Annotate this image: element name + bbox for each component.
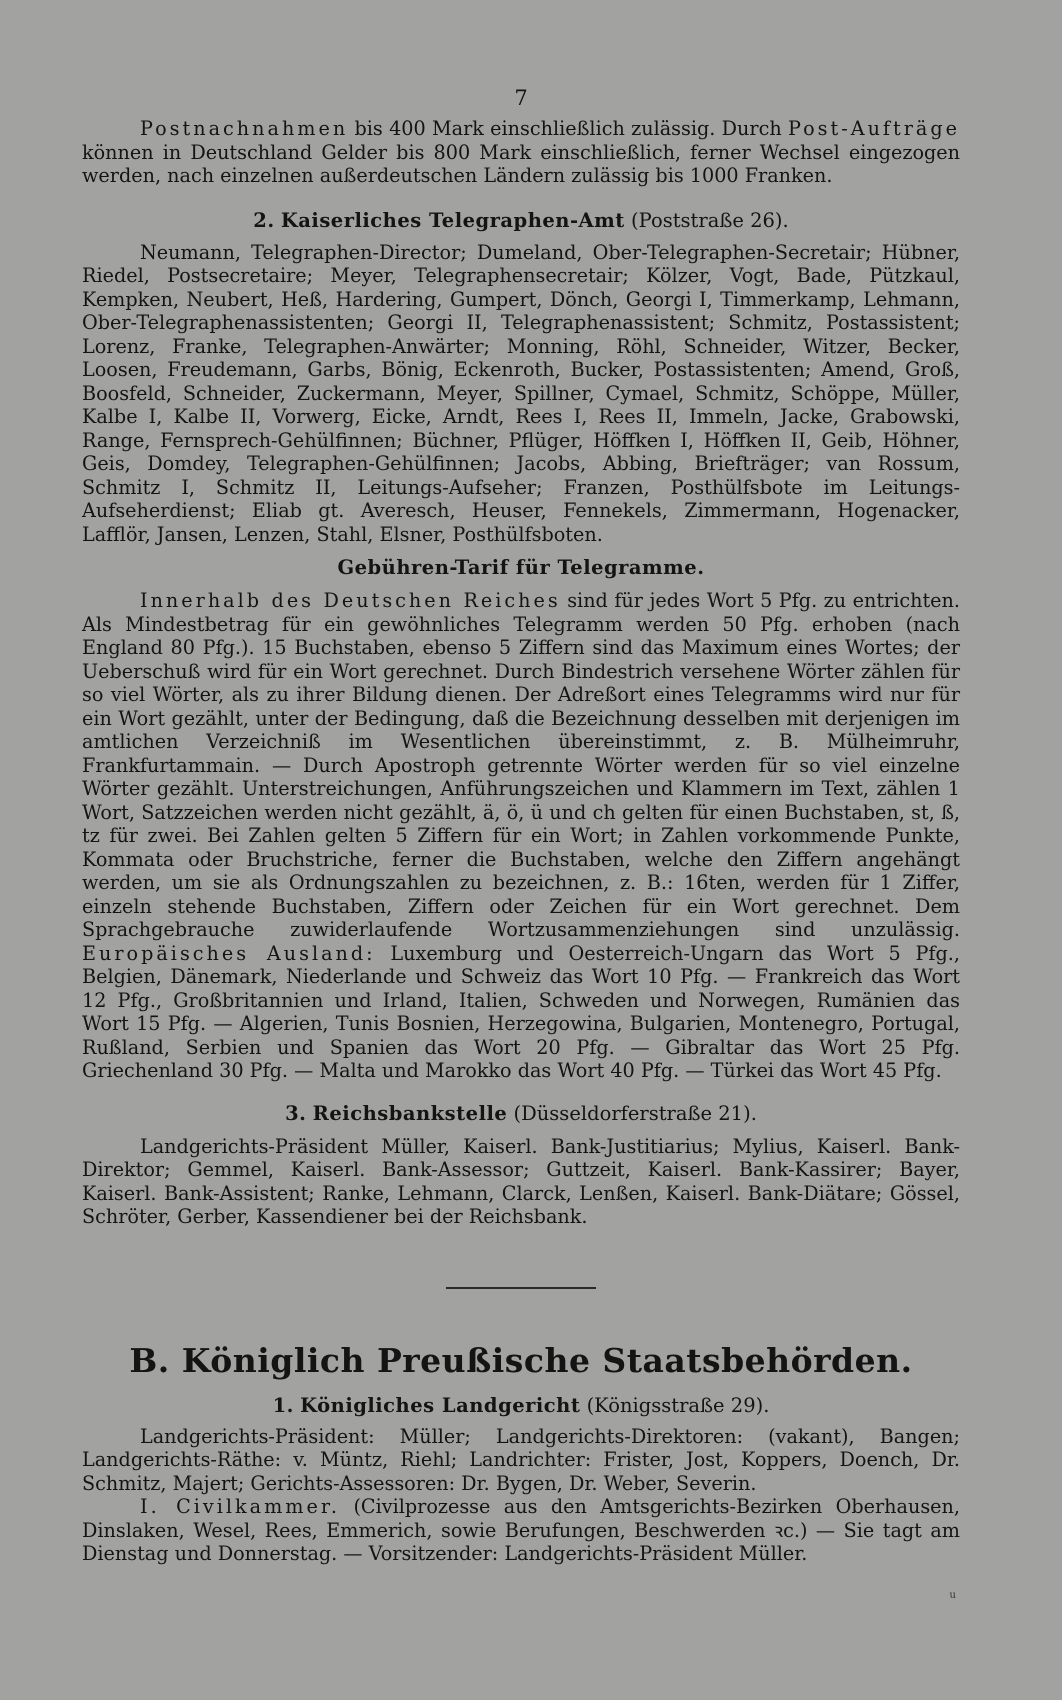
section-number: 3. (285, 1101, 307, 1125)
part-b-title: B. Königlich Preußische Staatsbehörden. (129, 1340, 913, 1380)
intro-text-1: bis 400 Mark einschließlich zulässig. Durch (348, 117, 788, 140)
corner-mark: u (949, 1590, 956, 1601)
section-title: Königliches Landgericht (300, 1393, 581, 1417)
civilkammer-paragraph (82, 1495, 960, 1566)
section-title: Kaiserliches Telegraphen-Amt (280, 208, 625, 232)
civilkammer-text: (Civilprozesse aus den Amtsgerichts-Bezirken Oberhausen, Dinslaken, Wesel, Rees, Emmerich, sowie Berufungen, Beschwerden ꝛc.) — Sie tagt am Dienstag und Donnerstag. — Vorsitzender: Landgerichts-Präsident Müller. (82, 1495, 960, 1565)
section-heading-landgericht (82, 1393, 960, 1419)
intro-text-2: können in Deutschland Gelder bis 800 Mark einschließlich, ferner Wechsel eingezogen werden, nach einzelnen außerdeutschen Ländern zulässig bis 1000 Franken. (82, 140, 960, 187)
section-title: Reichsbankstelle (312, 1101, 508, 1125)
tariff-title: Gebühren-Tarif für Telegramme. (337, 556, 705, 579)
page-body (82, 117, 960, 1566)
landgericht-staff: Landgerichts-Präsident: Müller; Landgerichts-Direktoren: (vakant), Bangen; Landgerichts-Räthe: v. Müntz, Riehl; Landrichter: Frister, Jost, Koppers, Doench, Dr. Schmitz, Majert; Gerichts-Assessoren: Dr. Bygen, Dr. Weber, Severin. (82, 1424, 960, 1495)
reichsbank-staff: Landgerichts-Präsident Müller, Kaiserl. Bank-Justitiarius; Mylius, Kaiserl. Bank-Direktor; Gemmel, Kaiserl. Bank-Assessor; Guttzeit, Kaiserl. Bank-Kassirer; Bayer, Kaiserl. Bank-Assistent; Ranke, Lehmann, Clarck, Lenßen, Kaiserl. Bank-Diätare; Gössel, Schröter, Gerber, Kassendiener bei der Reichsbank. (82, 1134, 960, 1228)
term-post-auftraege: Post-Aufträge (787, 117, 960, 140)
tariff-text-2: Luxemburg und Oesterreich-Ungarn das Wort 5 Pfg., Belgien, Dänemark, Niederlande und Schweiz das Wort 10 Pfg. — Frankreich das Wort 12 Pfg., Großbritannien und Irland, Italien, Schweden und Norwegen, Rumänien das Wort 15 Pfg. — Algerien, Tunis Bosnien, Herzegowina, Bulgarien, Montenegro, Portugal, Rußland, Serbien und Spanien das Wort 20 Pfg. — Gibraltar das Wort 25 Pfg. Griechenland 30 Pfg. — Malta und Marokko das Wort 40 Pfg. — Türkei das Wort 45 Pfg. (82, 941, 960, 1082)
civilkammer-label: I. Civilkammer. (140, 1495, 341, 1518)
term-postnachnahmen: Postnachnahmen (140, 117, 349, 140)
tariff-lead-2: Europäisches Ausland: (82, 941, 376, 965)
section-number: 2. (253, 208, 275, 232)
section-address: (Düsseldorferstraße 21). (513, 1101, 757, 1125)
tariff-lead: Innerhalb des Deutschen Reiches (140, 589, 561, 612)
telegraphen-amt-staff: Neumann, Telegraphen-Director; Dumeland, Ober-Telegraphen-Secretair; Hübner, Riedel, Postsecretaire; Meyer, Telegraphensecretair; Kölzer, Vogt, Bade, Pützkaul, Kempken, Neubert, Heß, Hardering, Gumpert, Dönch, Georgi I, Timmerkamp, Lehmann, Ober-Telegraphenassistenten; Georgi II, Telegraphenassistent; Schmitz, Postassistent; Lorenz, Franke, Telegraphen-Anwärter; Monning, Röhl, Schneider, Witzer, Becker, Loosen, Freudemann, Garbs, Bönig, Eckenroth, Bucker, Postassistenten; Amend, Groß, Boosfeld, Schneider, Zuckermann, Meyer, Spillner, Cymael, Schmitz, Schöppe, Müller, Kalbe I, Kalbe II, Vorwerg, Eicke, Arndt, Rees I, Rees II, Immeln, Jacke, Grabowski, Range, Fernsprech-Gehülfinnen; Büchner, Pflüger, Höffken I, Höffken II, Geib, Höhner, Geis, Domdey, Telegraphen-Gehülfinnen; Jacobs, Abbing, Briefträger; van Rossum, Schmitz I, Schmitz II, Leitungs-Aufseher; Franzen, Posthülfsbote im Leitungs-Aufseherdienst; Eliab gt. Averesch, Heuser, Fennekels, Zimmermann, Hogenacker, Lafflör, Jansen, Lenzen, Stahl, Elsner, Posthülfsboten. (82, 240, 960, 546)
tariff-paragraph (82, 589, 960, 1083)
section-address: (Königsstraße 29). (586, 1393, 770, 1417)
intro-paragraph (82, 117, 960, 188)
tariff-text-1: sind für jedes Wort 5 Pfg. zu entrichten. Als Mindestbetrag für ein gewöhnliches Telegramm werden 50 Pfg. erhoben (nach England 80 Pfg.). 15 Buchstaben, ebenso 5 Ziffern sind das Maximum eines Wortes; der Ueberschuß wird für ein Wort gerechnet. Durch Bindestrich versehene Wörter zählen für so viel Wörter, als zu ihrer Bildung dienen. Der Adreßort eines Telegramms wird nur für ein Wort gezählt, unter der Bedingung, daß die Bezeichnung desselben mit derjenigen im amtlichen Verzeichniß im Wesentlichen übereinstimmt, z. B. Mülheimruhr, Frankfurtammain. — Durch Apostroph getrennte Wörter werden für so viel einzelne Wörter gezählt. Unterstreichungen, Anführungszeichen und Klammern im Text, zählen 1 Wort, Satzzeichen werden nicht gezählt, ä, ö, ü und ch gelten für einen Buchstaben, st, ß, tz für zwei. Bei Zahlen gelten 5 Ziffern für ein Wort; in Zahlen vorkommende Punkte, Kommata oder Bruchstriche, ferner die Buchstaben, welche den Ziffern angehängt werden, um sie als Ordnungszahlen zu bezeichnen, z. B.: 16ten, werden für 1 Ziffer, einzeln stehende Buchstaben, Ziffern oder Zeichen für ein Wort gerechnet. Dem Sprachgebrauche zuwiderlaufende Wortzusammenziehungen sind unzulässig. (82, 589, 960, 941)
tariff-heading (82, 555, 960, 581)
section-address: (Poststraße 26). (631, 208, 789, 232)
section-number: 1. (272, 1393, 294, 1417)
section-heading-telegraphen-amt (82, 208, 960, 234)
section-heading-reichsbank (82, 1101, 960, 1127)
page-number: 7 (514, 86, 528, 110)
